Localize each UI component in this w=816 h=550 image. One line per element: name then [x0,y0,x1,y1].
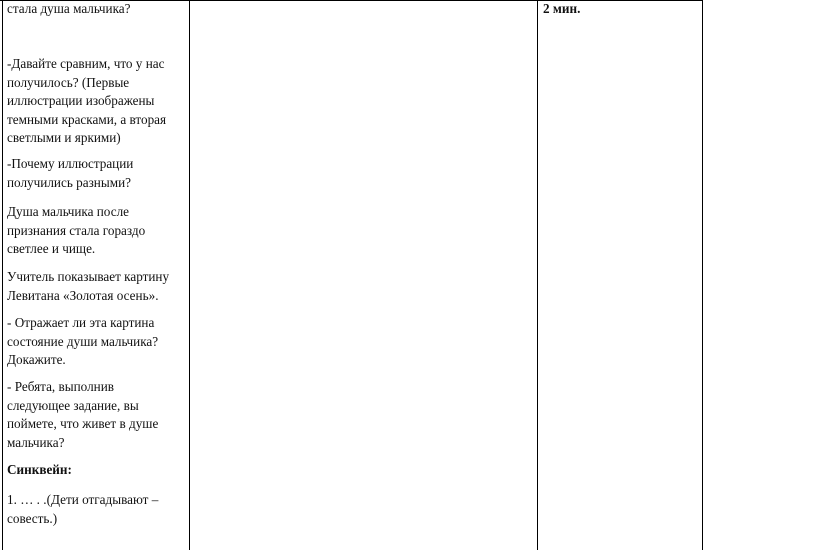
lesson-text-cell [7,0,185,550]
table-border-col3 [537,0,538,550]
paragraph-why-different: -Почему иллюстрации получились разными? [7,156,134,190]
time-cell: 2 мин. [543,1,581,16]
paragraph-soul-lighter: Душа мальчика после признания стала гораздо светлее и чище. [7,204,146,256]
table-border-right [702,0,703,550]
table-border-left [2,0,3,550]
paragraph-sinkwine-item-1: 1. … . .(Дети отгадывают – совесть.) [7,492,159,526]
paragraph-reflects-question: - Отражает ли эта картина состояние души мальчика? Докажите. [7,315,159,367]
paragraph-compare: -Давайте сравним, что у нас получилось? (Первые иллюстрации изображены темными красками, а вторая светлыми и яркими) [7,56,167,145]
paragraph-sinkwine-heading: Синквейн: [7,462,72,477]
paragraph-question-soul: стала душа мальчика? [7,1,131,16]
paragraph-levitan-painting: Учитель показывает картину Левитана «Золотая осень». [7,269,170,303]
activity-cell [190,0,536,550]
paragraph-task-intro: - Ребята, выполнив следующее задание, вы поймете, что живет в душе мальчика? [7,379,159,450]
